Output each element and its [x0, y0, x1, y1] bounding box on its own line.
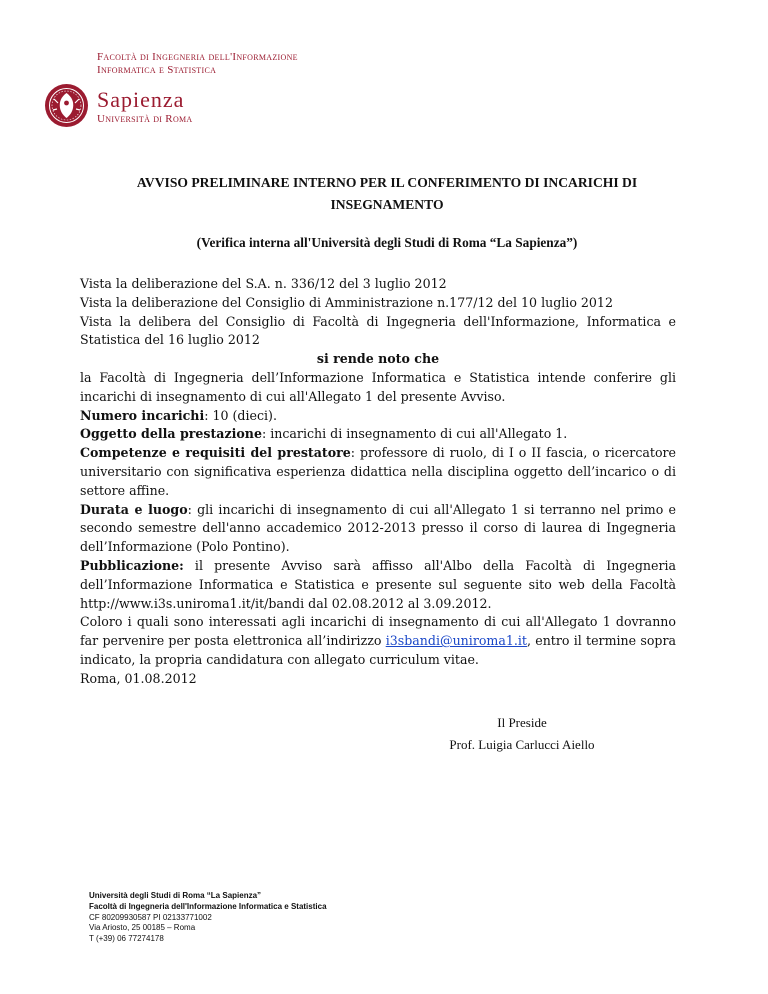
- durata-value: : gli incarichi di insegnamento di cui all'Allegato 1 si terranno nel primo e secondo semestre dell'anno accademico 2012-2013 presso il corso di laurea di Ingegneria dell’Informazione (Polo Pontino).: [80, 501, 676, 555]
- footer-line-university: Università degli Studi di Roma “La Sapienza”: [89, 891, 262, 900]
- vista-line-3: Vista la delibera del Consiglio di Facoltà di Ingegneria dell'Informazione, Informatica e Statistica del 16 luglio 2012: [80, 313, 676, 348]
- si-rende-noto-heading: si rende noto che: [316, 351, 440, 367]
- intro-paragraph: la Facoltà di Ingegneria dell’Informazione Informatica e Statistica intende conferire gli incarichi di insegnamento di cui all'Allegato 1 del presente Avviso.: [80, 369, 676, 404]
- competenze-label: Competenze e requisiti del prestatore: [80, 445, 351, 461]
- competenze-value: : professore di ruolo, di I o II fascia, o ricercatore universitario con significativa esperienza didattica nella disciplina oggetto dell’incarico o di settore affine.: [80, 445, 676, 498]
- document-subtitle: (Verifica interna all'Università degli Studi di Roma “La Sapienza”): [196, 235, 578, 250]
- durata-label: Durata e luogo: [80, 501, 188, 517]
- document-body: [80, 275, 676, 689]
- durata-paragraph: [80, 501, 676, 557]
- signature-role: Il Preside: [497, 715, 547, 730]
- vista-line-1: Vista la deliberazione del S.A. n. 336/12 del 3 luglio 2012: [80, 276, 447, 291]
- footer-address: [89, 891, 327, 945]
- vista-line-2: Vista la deliberazione del Consiglio di Amministrazione n.177/12 del 10 luglio 2012: [80, 294, 613, 310]
- candidatura-text-before: Coloro i quali sono interessati agli incarichi di insegnamento di cui all'Allegato 1 dovranno far pervenire per posta elettronica all’indirizzo: [80, 614, 676, 649]
- signature-block: [372, 712, 672, 756]
- signature-name: Prof. Luigia Carlucci Aiello: [449, 737, 595, 752]
- pubblicazione-paragraph: [80, 557, 676, 613]
- brand-subtitle: Università di Roma: [97, 113, 193, 125]
- numero-incarichi-paragraph: [80, 407, 676, 426]
- faculty-header: [97, 51, 298, 77]
- numero-value: : 10 (dieci).: [204, 407, 277, 423]
- footer-line-tax-codes: CF 80209930587 PI 02133771002: [89, 912, 212, 922]
- pubblicazione-label: Pubblicazione:: [80, 557, 184, 573]
- document-title: AVVISO PRELIMINARE INTERNO PER IL CONFERIMENTO DI INCARICHI DI INSEGNAMENTO: [136, 175, 638, 212]
- sapienza-seal-icon: [44, 83, 89, 128]
- pubblicazione-value: il presente Avviso sarà affisso all'Albo della Facoltà di Ingegneria dell’Informazione Informatica e Statistica e presente sul seguente sito web della Facoltà http://www.i3s.uniroma1.it/it/bandi dal 02.08.2012 al 3.09.2012.: [80, 557, 676, 611]
- footer-line-faculty: Facoltà di Ingegneria dell'Informazione Informatica e Statistica: [89, 901, 327, 911]
- competenze-paragraph: [80, 444, 676, 500]
- oggetto-value: : incarichi di insegnamento di cui all'Allegato 1.: [261, 426, 568, 442]
- footer-line-phone: T (+39) 06 77274178: [89, 934, 164, 944]
- oggetto-label: Oggetto della prestazione: [80, 426, 262, 442]
- faculty-name-line2: Informatica e Statistica: [97, 64, 217, 76]
- footer-line-address: Via Ariosto, 25 00185 – Roma: [89, 923, 196, 933]
- email-link[interactable]: i3sbandi@uniroma1.it: [385, 633, 527, 649]
- candidatura-text-after: , entro il termine sopra indicato, la propria candidatura con allegato curriculum vitae.: [80, 633, 676, 667]
- candidatura-paragraph: [80, 613, 676, 669]
- place-date: Roma, 01.08.2012: [80, 670, 197, 686]
- numero-label: Numero incarichi: [80, 407, 205, 423]
- brand-name: Sapienza: [97, 87, 185, 112]
- oggetto-paragraph: [80, 425, 676, 444]
- faculty-name-line1: Facoltà di Ingegneria dell'Informazione: [97, 51, 298, 63]
